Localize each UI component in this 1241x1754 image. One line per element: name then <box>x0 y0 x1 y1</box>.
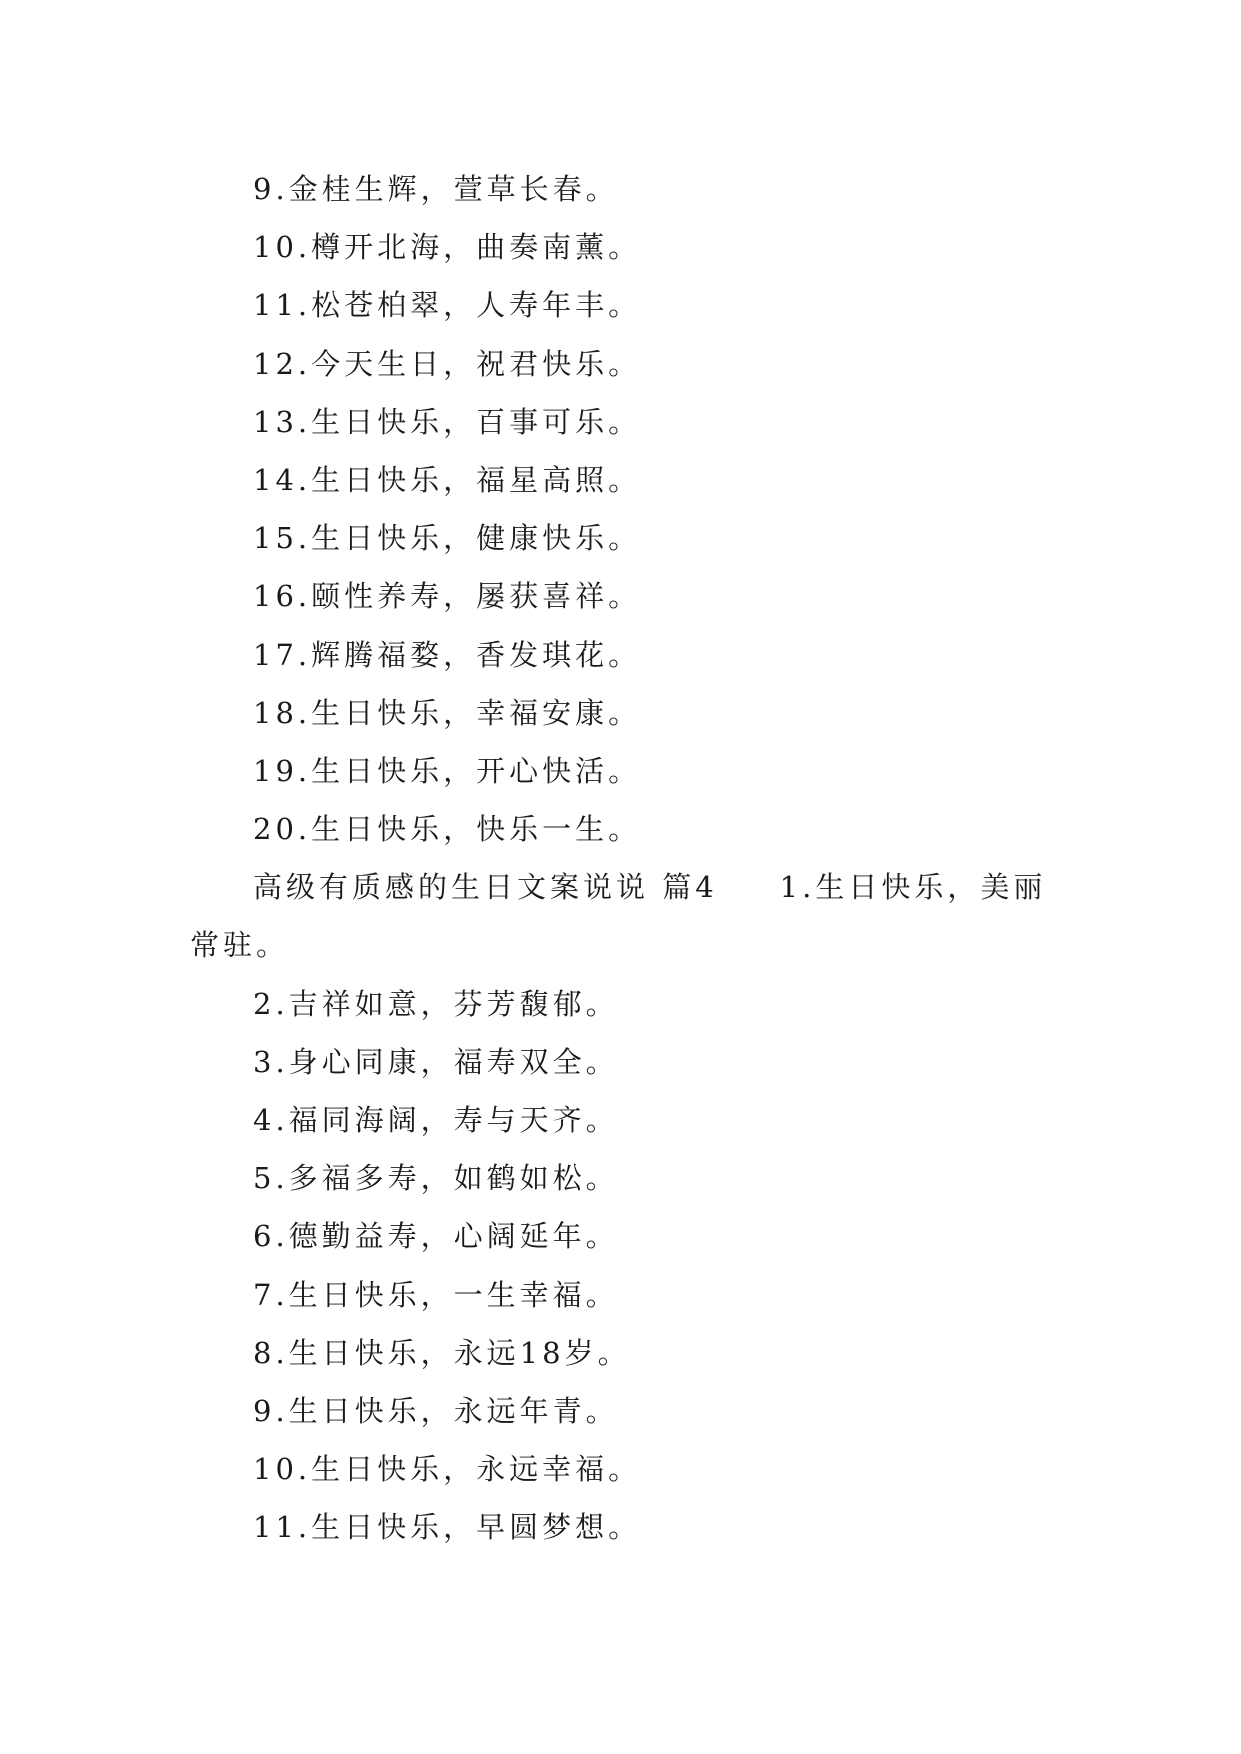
list-item: 20.生日快乐，快乐一生。 <box>253 812 642 847</box>
list-item: 8.生日快乐，永远18岁。 <box>253 1335 631 1370</box>
list-item: 4.福同海阔，寿与天齐。 <box>253 1103 619 1138</box>
list-item: 14.生日快乐，福星高照。 <box>253 462 642 497</box>
list-item: 18.生日快乐，幸福安康。 <box>253 695 642 730</box>
list-item: 10.生日快乐，永远幸福。 <box>253 1452 642 1487</box>
list-item: 3.身心同康，福寿双全。 <box>253 1044 619 1079</box>
list-item: 12.今天生日，祝君快乐。 <box>253 346 642 381</box>
list-item: 19.生日快乐，开心快活。 <box>253 753 642 788</box>
list-item: 15.生日快乐，健康快乐。 <box>253 521 642 556</box>
list-item: 11.松苍柏翠，人寿年丰。 <box>253 288 642 323</box>
section-paragraph <box>190 858 1065 974</box>
list-item: 10.樽开北海，曲奏南薰。 <box>253 230 642 265</box>
list-item: 13.生日快乐，百事可乐。 <box>253 404 642 439</box>
list-item: 9.生日快乐，永远年青。 <box>253 1393 619 1428</box>
list-item: 5.多福多寿，如鹤如松。 <box>253 1161 619 1196</box>
list-item: 6.德勤益寿，心阔延年。 <box>253 1219 619 1254</box>
list-item: 17.辉腾福婺，香发琪花。 <box>253 637 642 672</box>
list-item: 16.颐性养寿，屡获喜祥。 <box>253 579 642 614</box>
section-heading: 高级有质感的生日文案说说 篇4 <box>253 870 718 905</box>
list-item: 11.生日快乐，早圆梦想。 <box>253 1510 642 1545</box>
list-item: 2.吉祥如意，芬芳馥郁。 <box>253 986 619 1021</box>
list-item: 7.生日快乐，一生幸福。 <box>253 1277 619 1312</box>
list-item: 9.金桂生辉，萱草长春。 <box>253 172 619 206</box>
section-first-item: 1.生日快乐，美丽常驻。 <box>190 870 1047 963</box>
document-body <box>190 160 1065 1557</box>
